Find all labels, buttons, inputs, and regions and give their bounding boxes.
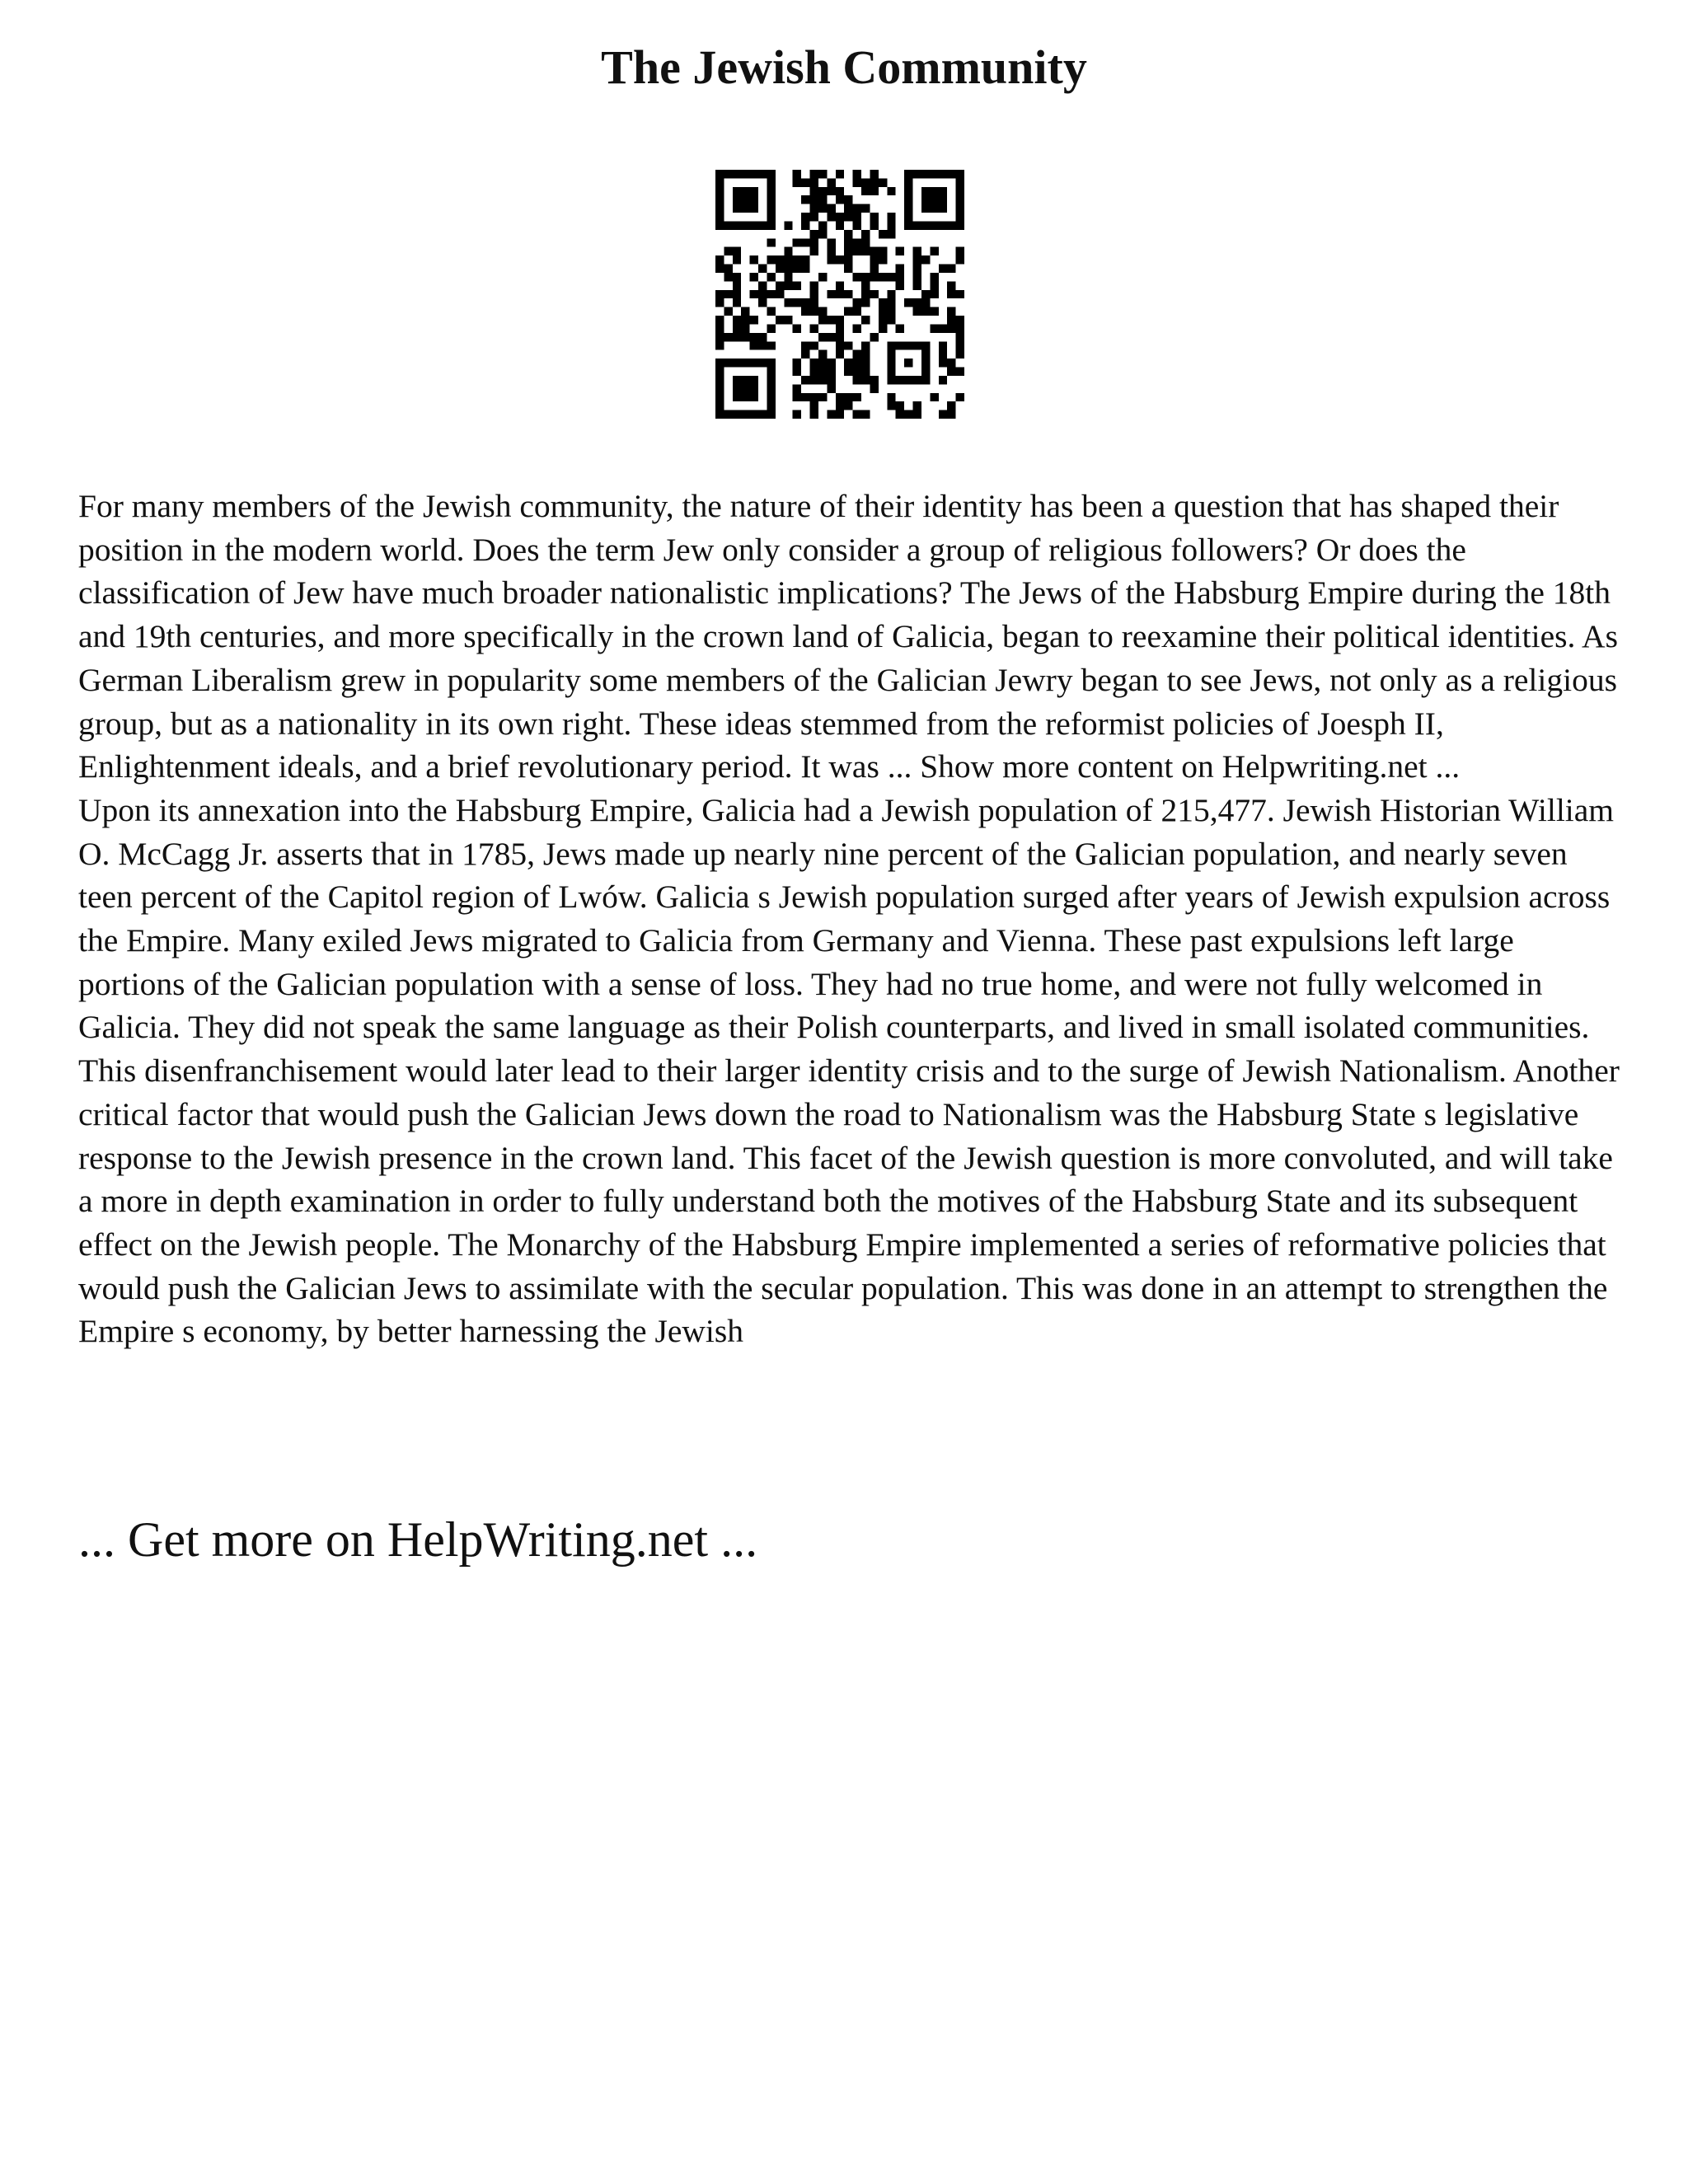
- article-body: [78, 485, 1628, 1353]
- qr-code-icon: [715, 170, 964, 419]
- paragraph-annexation: Upon its annexation into the Habsburg Empire, Galicia had a Jewish population of 215,477. Jewish Historian William O. McCagg Jr. asserts that in 1785, Jews made up nearly nine percent of the Galician population, and nearly seven teen percent of the Capitol region of Lwów. Galicia s Jewish population surged after years of Jewish expulsion across the Empire. Many exiled Jews migrated to Galicia from Germany and Vienna. These past expulsions left large portions of the Galician population with a sense of loss. They had no true home, and were not fully welcomed in Galicia. They did not speak the same language as their Polish counterparts, and lived in small isolated communities. This disenfranchisement would later lead to their larger identity crisis and to the surge of Jewish Nationalism. Another critical factor that would push the Galician Jews down the road to Nationalism was the Habsburg State s legislative response to the Jewish presence in the crown land. This facet of the Jewish question is more convoluted, and will take a more in depth examination in order to fully understand both the motives of the Habsburg State and its subsequent effect on the Jewish people. The Monarchy of the Habsburg Empire implemented a series of reformative policies that would push the Galician Jews to assimilate with the secular population. This was done in an attempt to strengthen the Empire s economy, by better harnessing the Jewish: [78, 791, 1620, 1350]
- page-title: The Jewish Community: [601, 40, 1087, 94]
- get-more-link[interactable]: ... Get more on HelpWriting.net ...: [78, 1512, 758, 1567]
- paragraph-intro: For many members of the Jewish community, the nature of their identity has been a question that has shaped their position in the modern world. Does the term Jew only consider a group of religious followers? Or does the classification of Jew have much broader nationalistic implications? The Jews of the Habsburg Empire during the 18th and 19th centuries, and more specifically in the crown land of Galicia, began to reexamine their political identities. As German Liberalism grew in popularity some members of the Galician Jewry began to see Jews, not only as a religious group, but as a nationality in its own right. These ideas stemmed from the reformist policies of Joesph II, Enlightenment ideals, and a brief revolutionary period. It was ... Show more content on Helpwriting.net ...: [78, 488, 1618, 785]
